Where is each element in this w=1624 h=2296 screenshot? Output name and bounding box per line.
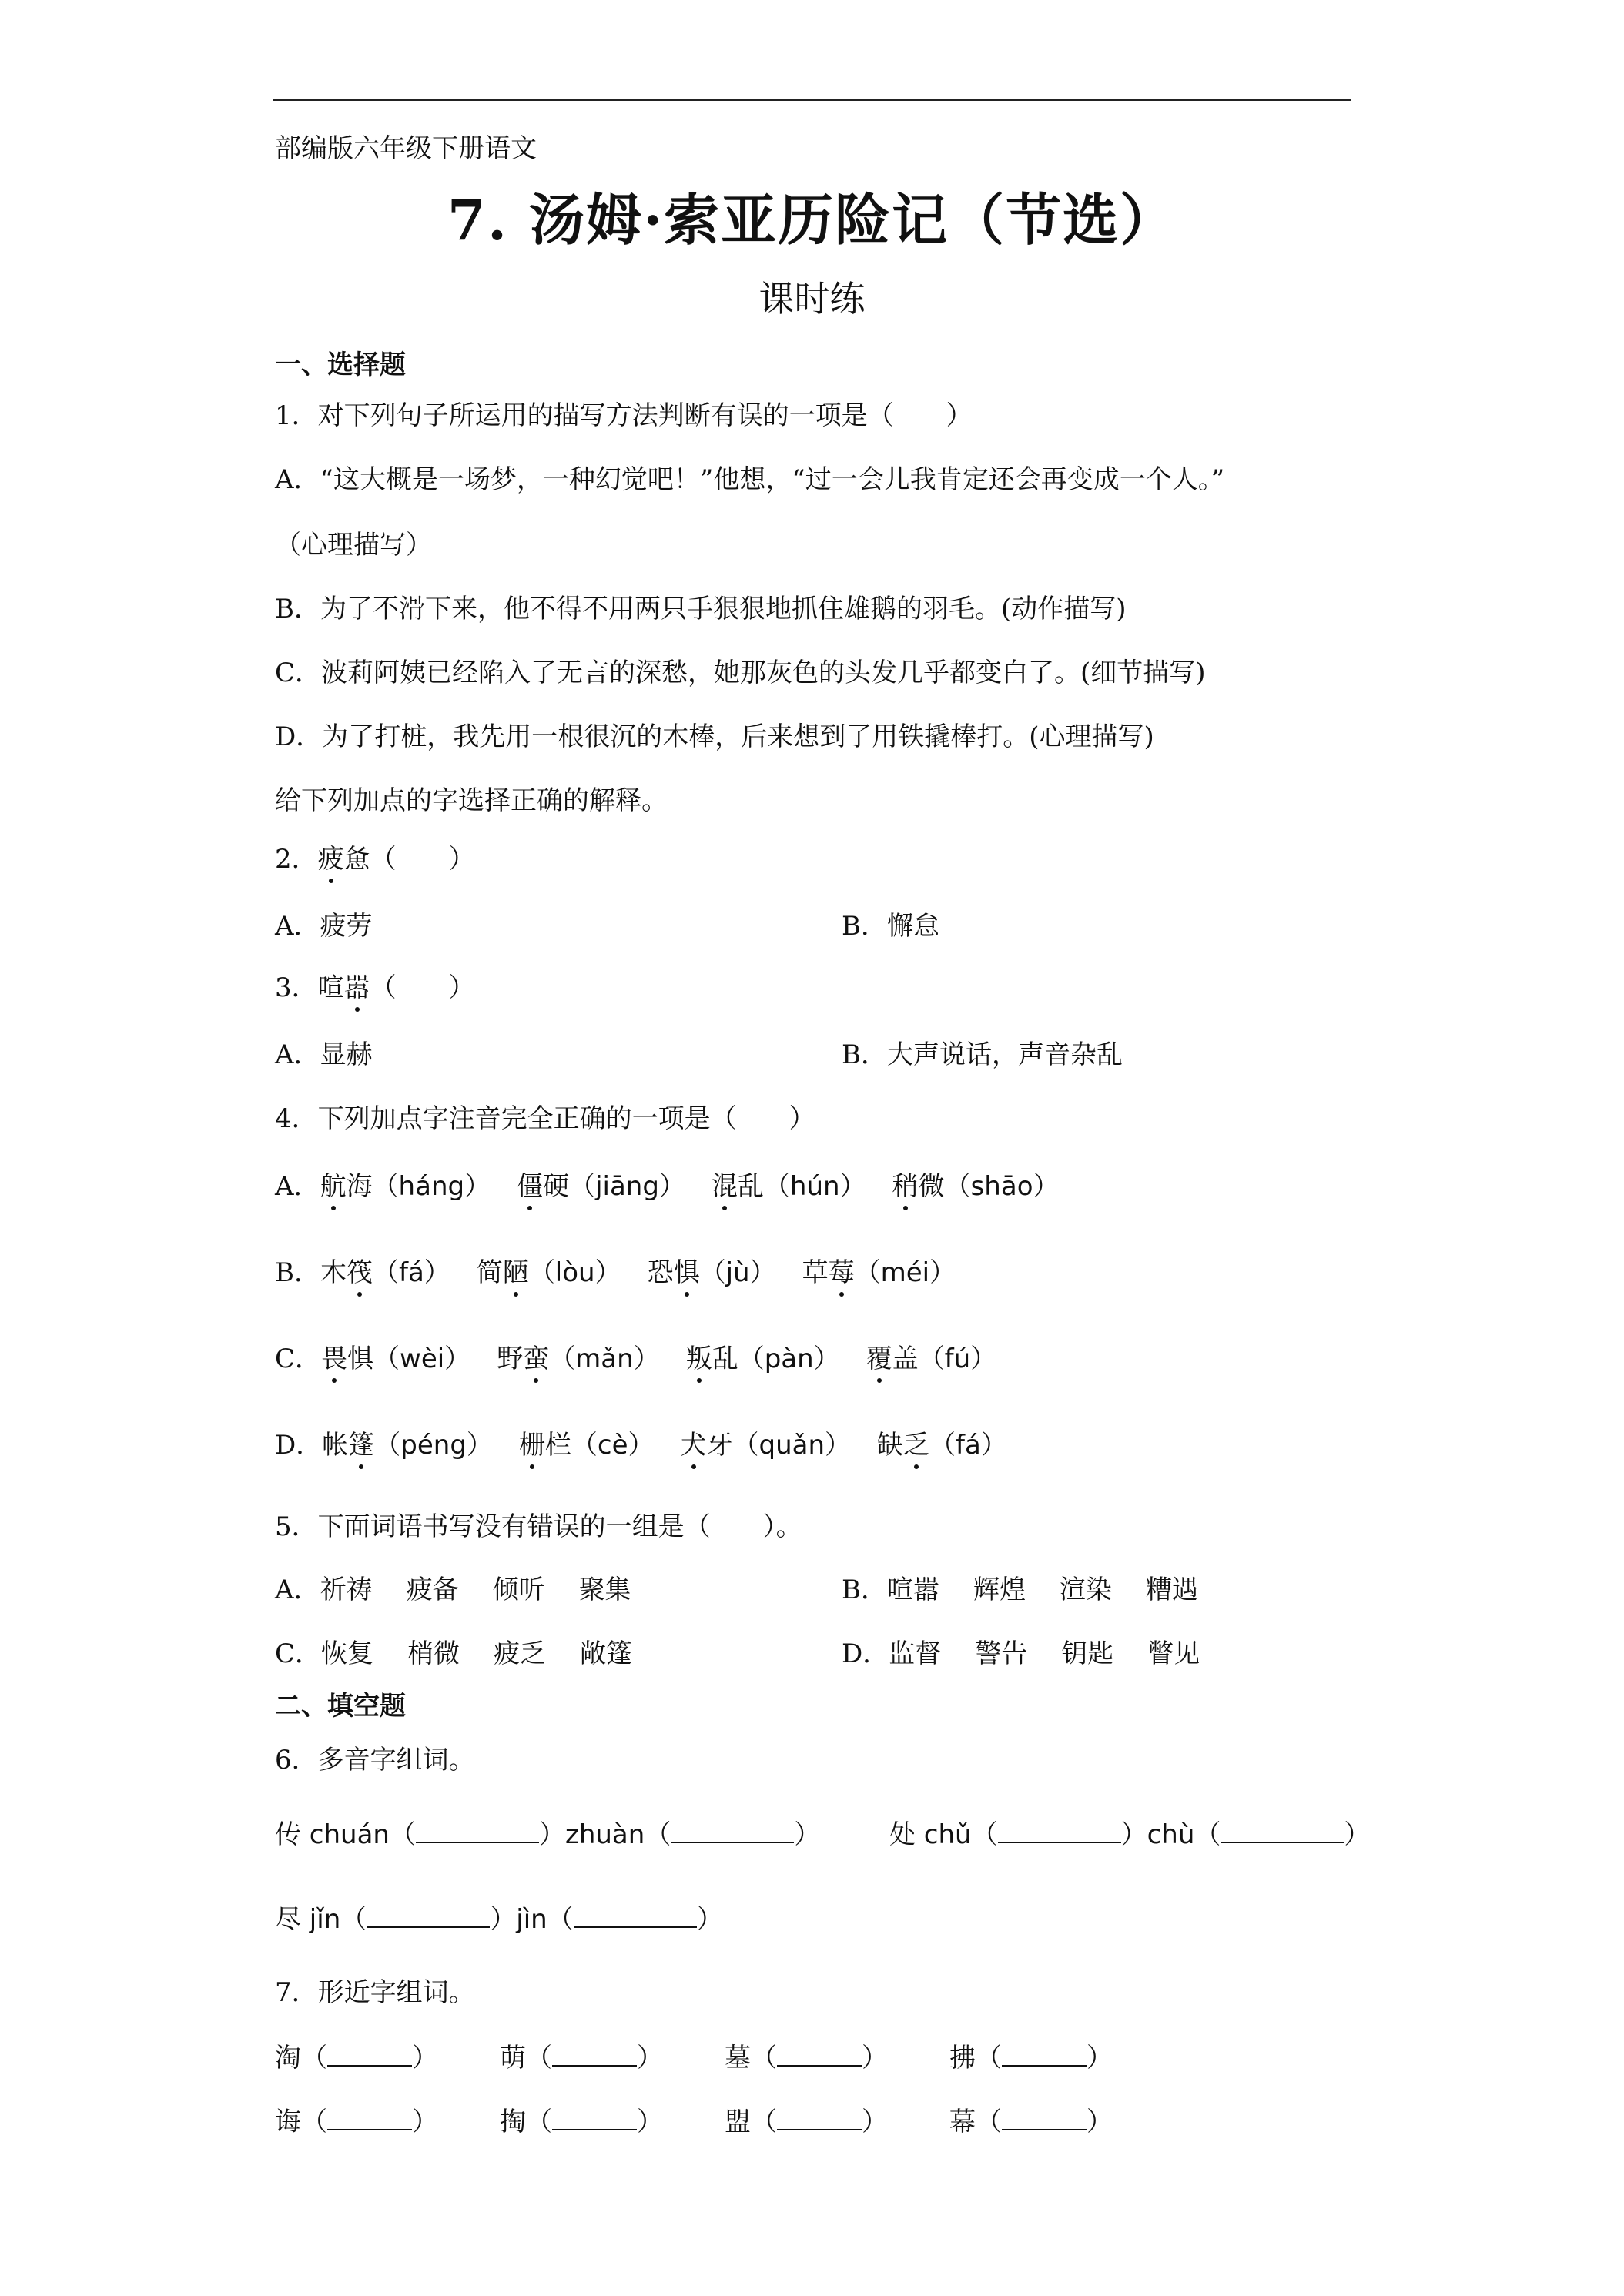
char: 幕: [949, 2107, 976, 2137]
pinyin-item: [686, 1344, 840, 1374]
q6-item-chuan: [275, 1813, 820, 1851]
char: 墓: [725, 2043, 751, 2073]
q3-stem: [275, 966, 475, 1004]
char: 诲: [275, 2107, 301, 2137]
word: 警告: [975, 1638, 1028, 1669]
dotted-char: 覆: [866, 1337, 892, 1375]
pinyin: zhuàn: [564, 1819, 645, 1850]
instruction-text: 给下列加点的字选择正确的解释。: [275, 785, 668, 816]
q3-dotted-char: 嚣: [344, 966, 370, 1004]
char: 硬: [543, 1171, 570, 1202]
paren-open: （: [1194, 1819, 1221, 1850]
q1-option-c: C．波莉阿姨已经陷入了无言的深愁，她那灰色的头发几乎都变白了。(细节描写): [275, 658, 1206, 688]
answer-blank: [327, 2043, 412, 2067]
dotted-char: 叛: [686, 1337, 712, 1375]
word: 梢微: [407, 1638, 460, 1669]
paren-open: （: [976, 2043, 1002, 2073]
word: 钥匙: [1061, 1638, 1114, 1669]
pinyin: （lòu）: [528, 1257, 621, 1288]
q2-paren: （ ）: [370, 844, 475, 875]
pinyin-item: [681, 1430, 852, 1461]
dotted-char: 乏: [903, 1424, 929, 1461]
char: 草: [802, 1257, 829, 1288]
answer-blank: [777, 2043, 862, 2067]
q5-option-b: [842, 1568, 1198, 1606]
pinyin-item: [321, 1344, 470, 1374]
q5-option-a: [275, 1568, 631, 1606]
q3-char: 喧: [317, 972, 344, 1003]
answer-blank: [777, 2107, 862, 2130]
char: 尽: [275, 1904, 301, 1935]
q5-option-d: [842, 1632, 1200, 1670]
word: 祈祷: [320, 1575, 373, 1605]
char: 盟: [725, 2107, 751, 2137]
word: 瞥见: [1147, 1638, 1200, 1669]
pinyin-item: [712, 1171, 866, 1202]
pinyin: （fá）: [929, 1430, 1007, 1461]
option-label: C．: [275, 1344, 322, 1374]
q1-stem: 1．对下列句子所运用的描写方法判断有误的一项是（ ）: [275, 400, 973, 431]
paren-close: ）: [637, 2043, 663, 2073]
page-subtitle: 课时练: [758, 278, 866, 320]
answer-blank: [1002, 2043, 1087, 2067]
pinyin: jìn: [516, 1904, 547, 1935]
char: 微: [918, 1171, 945, 1202]
char: 木: [320, 1257, 347, 1288]
char: 盖: [892, 1344, 919, 1374]
q5-stem: 5．下面词语书写没有错误的一组是（ ）。: [275, 1511, 802, 1542]
char: 萌: [500, 2043, 526, 2073]
answer-blank: [574, 1905, 697, 1928]
pinyin: （wèi）: [373, 1344, 471, 1374]
option-label: C．: [275, 1638, 322, 1669]
answer-blank: [327, 2107, 412, 2130]
series-label: 部编版六年级下册语文: [275, 133, 537, 164]
paren-open: （: [301, 2107, 327, 2137]
dotted-char: 莓: [829, 1251, 855, 1289]
dotted-char: 犬: [681, 1424, 707, 1461]
q7-stem: 7．形近字组词。: [275, 1977, 475, 2008]
paren-open: （: [301, 2043, 327, 2073]
answer-blank: [552, 2043, 637, 2067]
dotted-char: 蛮: [523, 1337, 549, 1375]
dotted-char: 混: [712, 1165, 738, 1203]
pinyin: （háng）: [372, 1171, 491, 1202]
pinyin-item: [802, 1257, 956, 1288]
paren-close: ）: [538, 1819, 565, 1850]
q4-option-b: [275, 1251, 956, 1289]
q2-char: 惫: [343, 844, 370, 875]
pinyin: chù: [1147, 1819, 1195, 1850]
header-rule: [273, 99, 1351, 101]
pinyin: （cè）: [571, 1430, 655, 1461]
pinyin-item: [877, 1430, 1007, 1461]
paren-close: ）: [862, 2043, 888, 2073]
pinyin-item: [477, 1257, 621, 1288]
answer-blank: [552, 2107, 637, 2130]
pinyin: （quǎn）: [732, 1430, 852, 1461]
paren-close: ）: [1120, 1819, 1147, 1850]
paren-close: ）: [862, 2107, 888, 2137]
pinyin: chǔ: [916, 1819, 972, 1850]
word: 敞篷: [580, 1638, 633, 1669]
q3-paren: （ ）: [370, 972, 475, 1003]
char: 牙: [706, 1430, 733, 1461]
char: 简: [476, 1257, 503, 1288]
char: 缺: [877, 1430, 904, 1461]
word: 倾听: [492, 1575, 545, 1605]
q7-row-2: [275, 2100, 1113, 2138]
q2-option-b: B．懈怠: [842, 911, 939, 942]
q6-item-chu: [889, 1813, 1370, 1851]
option-label: B．: [275, 1257, 320, 1288]
word: 喧嚣: [887, 1575, 939, 1605]
paren-close: ）: [1087, 2043, 1113, 2073]
paren-close: ）: [696, 1904, 723, 1935]
paren-open: （: [547, 1904, 574, 1935]
paren-close: ）: [637, 2107, 663, 2137]
word: 恢复: [321, 1638, 374, 1669]
dotted-char: 陋: [503, 1251, 529, 1289]
section-heading-choice: 一、选择题: [275, 350, 406, 380]
pinyin-item: [320, 1257, 450, 1288]
word: 辉煌: [973, 1575, 1026, 1605]
pinyin: （shāo）: [944, 1171, 1060, 1202]
paren-close: ）: [1344, 1819, 1371, 1850]
paren-open: （: [526, 2043, 552, 2073]
q6-item-jin: [275, 1898, 723, 1936]
pinyin-item: [320, 1171, 491, 1202]
q1-option-d: D．为了打桩，我先用一根很沉的木棒，后来想到了用铁撬棒打。(心理描写): [275, 721, 1154, 752]
pinyin-item: [648, 1257, 776, 1288]
dotted-char: 稍: [892, 1165, 919, 1203]
q5-option-c: [275, 1632, 632, 1670]
char: 野: [497, 1344, 524, 1374]
q2-option-a: A．疲劳: [275, 911, 373, 942]
pinyin: （hún）: [763, 1171, 866, 1202]
word: 疲乏: [494, 1638, 547, 1669]
paren-close: ）: [490, 1904, 517, 1935]
option-label: A．: [275, 1171, 320, 1202]
char: 栏: [544, 1430, 571, 1461]
pinyin: jǐn: [301, 1904, 341, 1935]
q6-stem: 6．多音字组词。: [275, 1745, 475, 1776]
dotted-char: 航: [320, 1165, 347, 1203]
option-label: D．: [275, 1430, 323, 1461]
paren-open: （: [976, 2107, 1002, 2137]
word: 监督: [889, 1638, 942, 1669]
paren-open: （: [971, 1819, 998, 1850]
pinyin: （fá）: [373, 1257, 450, 1288]
word: 糟遇: [1146, 1575, 1198, 1605]
q2-number: 2．: [275, 844, 318, 875]
paren-close: ）: [794, 1819, 821, 1850]
char: 惧: [347, 1344, 374, 1374]
q2-stem: [275, 838, 475, 875]
pinyin-item: [519, 1430, 655, 1461]
q1-option-b: B．为了不滑下来，他不得不用两只手狠狠地抓住雄鹅的羽毛。(动作描写): [275, 594, 1127, 624]
answer-blank: [998, 1820, 1121, 1843]
dotted-char: 篷: [348, 1424, 374, 1461]
char: 乱: [737, 1171, 764, 1202]
paren-open: （: [645, 1819, 671, 1850]
word: 聚集: [578, 1575, 631, 1605]
dotted-char: 僵: [517, 1165, 543, 1203]
answer-blank: [1002, 2107, 1087, 2130]
answer-blank: [1221, 1820, 1344, 1843]
char: 恐: [647, 1257, 674, 1288]
pinyin-item: [497, 1344, 660, 1374]
q4-option-c: [275, 1337, 996, 1375]
paren-open: （: [526, 2107, 552, 2137]
q4-stem: 4．下列加点字注音完全正确的一项是（ ）: [275, 1103, 815, 1134]
pinyin: （mǎn）: [549, 1344, 660, 1374]
pinyin: （fú）: [918, 1344, 997, 1374]
section-heading-fill: 二、填空题: [275, 1691, 406, 1722]
option-label: D．: [842, 1638, 889, 1669]
word: 疲备: [406, 1575, 459, 1605]
q3-option-a: A．显赫: [275, 1039, 373, 1070]
pinyin: （jiāng）: [569, 1171, 685, 1202]
char: 海: [346, 1171, 373, 1202]
option-label: A．: [275, 1575, 320, 1605]
option-label: B．: [842, 1575, 887, 1605]
pinyin-item: [517, 1171, 685, 1202]
dotted-char: 惧: [674, 1251, 700, 1289]
pinyin-item: [322, 1430, 493, 1461]
word: 渲染: [1060, 1575, 1112, 1605]
answer-blank: [671, 1820, 794, 1843]
paren-open: （: [751, 2043, 777, 2073]
pinyin: chuán: [301, 1819, 390, 1850]
char: 拂: [949, 2043, 976, 2073]
pinyin-item: [892, 1171, 1060, 1202]
q2-dotted-char: 疲: [318, 838, 344, 875]
paren-close: ）: [412, 2043, 438, 2073]
char: 掏: [500, 2107, 526, 2137]
paren-close: ）: [412, 2107, 438, 2137]
q3-option-b: B．大声说话，声音杂乱: [842, 1039, 1123, 1070]
char: 帐: [322, 1430, 349, 1461]
pinyin: （pàn）: [738, 1344, 840, 1374]
char: 处: [889, 1819, 916, 1850]
q1-option-a: A．“这大概是一场梦，一种幻觉吧！”他想，“过一会儿我肯定还会再变成一个人。”: [275, 464, 1225, 495]
char: 乱: [712, 1344, 738, 1374]
char: 淘: [275, 2043, 301, 2073]
pinyin: （péng）: [374, 1430, 493, 1461]
paren-open: （: [751, 2107, 777, 2137]
q4-option-a: [275, 1165, 1060, 1203]
q7-row-1: [275, 2037, 1113, 2074]
q4-option-d: [275, 1424, 1007, 1461]
answer-blank: [367, 1905, 490, 1928]
pinyin: （jù）: [699, 1257, 776, 1288]
paren-close: ）: [1087, 2107, 1113, 2137]
char: 传: [275, 1819, 301, 1850]
page-title: 7. 汤姆·索亚历险记（节选）: [447, 187, 1177, 253]
dotted-char: 栅: [519, 1424, 545, 1461]
pinyin: （méi）: [854, 1257, 956, 1288]
q1-option-a-note: （心理描写）: [275, 530, 432, 561]
paren-open: （: [340, 1904, 367, 1935]
q3-number: 3．: [275, 972, 318, 1003]
paren-open: （: [389, 1819, 416, 1850]
pinyin-item: [866, 1344, 997, 1374]
dotted-char: 畏: [321, 1337, 347, 1375]
dotted-char: 筏: [347, 1251, 373, 1289]
answer-blank: [416, 1820, 539, 1843]
